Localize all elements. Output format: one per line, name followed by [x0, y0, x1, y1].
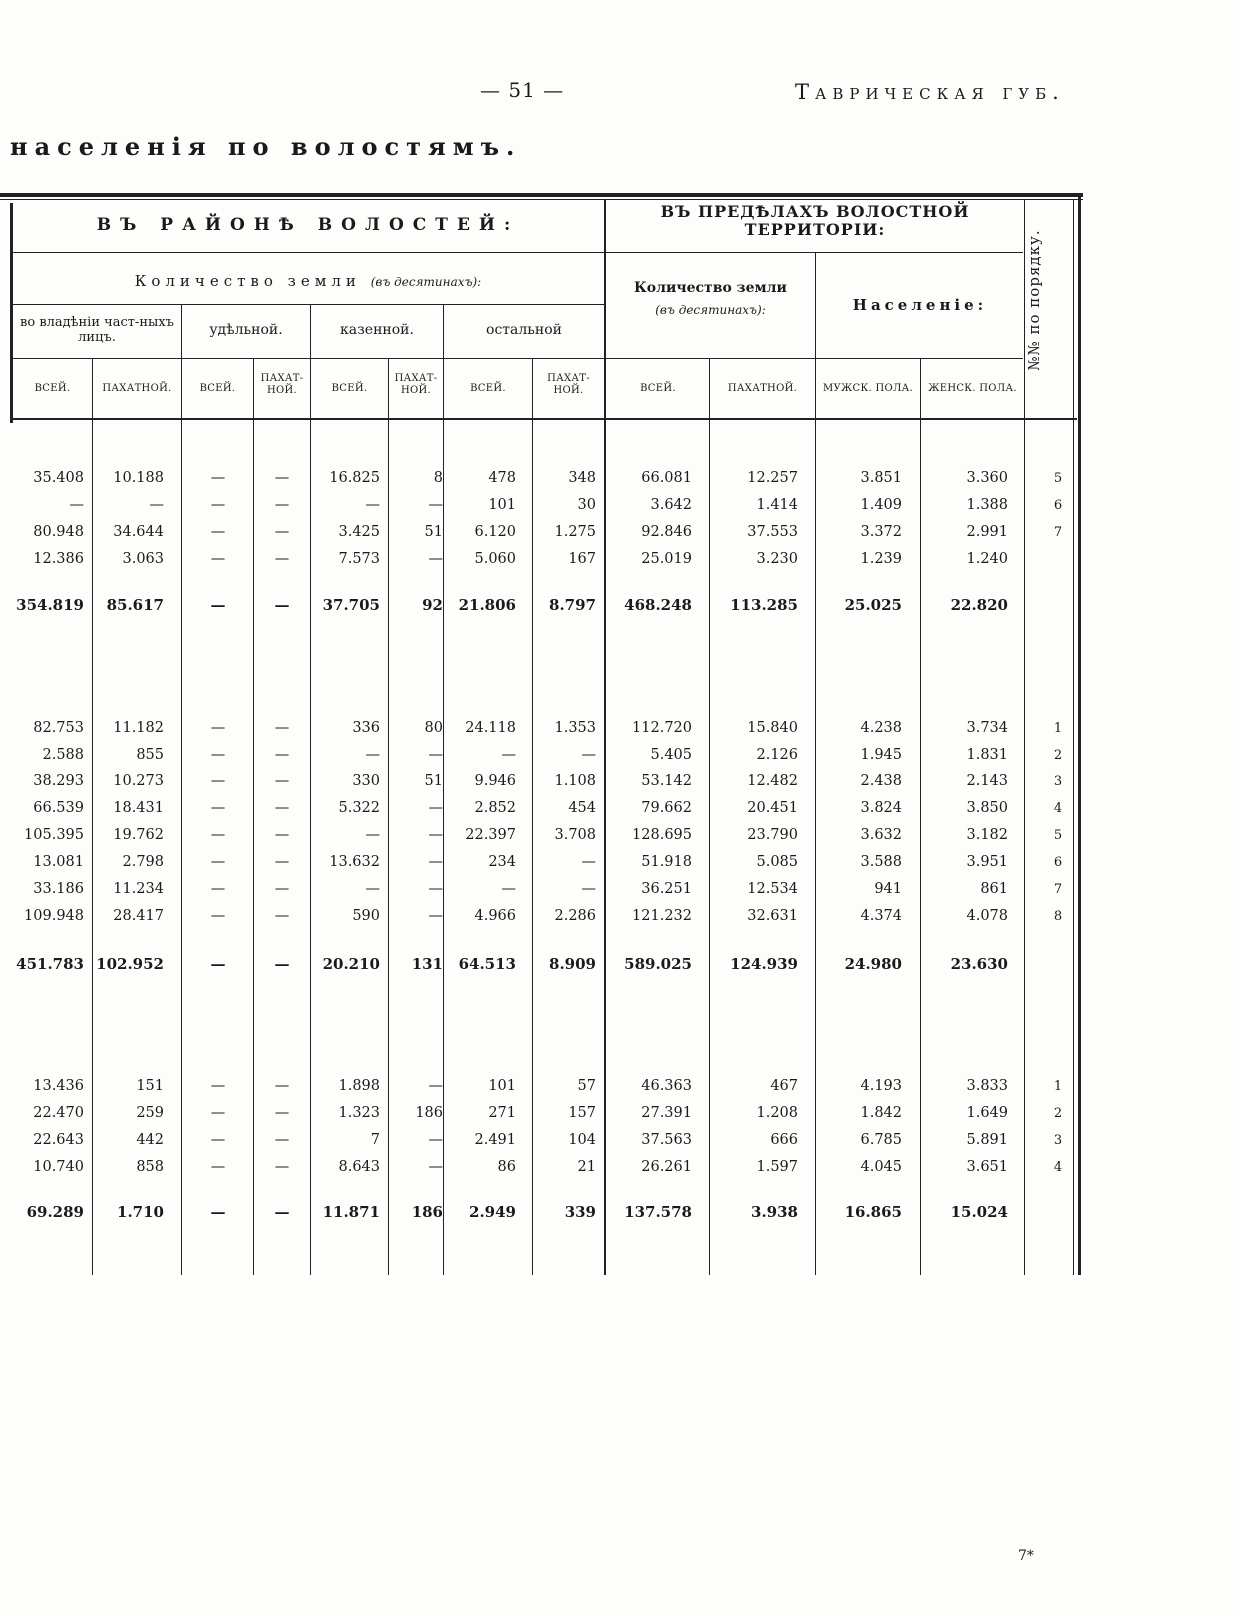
table-cell: — — [274, 1132, 290, 1148]
table-cell: 51.918 — [641, 854, 692, 870]
table-cell: 5.085 — [756, 854, 798, 870]
table-cell: — — [501, 881, 516, 897]
table-cell: 104 — [568, 1132, 596, 1148]
table-cell: — — [210, 1203, 226, 1221]
table-cell: 51 — [424, 773, 443, 789]
table-cell: 18.431 — [113, 800, 164, 816]
table-cell: 16.865 — [844, 1203, 902, 1221]
table-cell: — — [210, 1105, 226, 1121]
header-chastnykh: во владѣніи част-ныхъ лицъ. — [20, 315, 174, 345]
header-ostalnoi: остальной — [486, 322, 562, 338]
table-cell: 85.617 — [106, 596, 164, 614]
header-kolichestvo2-label: Количество земли — [634, 280, 787, 296]
table-cell: 16.825 — [329, 470, 380, 486]
table-cell: — — [501, 747, 516, 763]
table-cell: — — [365, 497, 380, 513]
table-cell: — — [210, 551, 226, 567]
table-cell: — — [274, 747, 290, 763]
table-cell: — — [274, 1105, 290, 1121]
table-cell: 3.425 — [338, 524, 380, 540]
table-cell: 339 — [564, 1203, 596, 1221]
table-cell: 234 — [488, 854, 516, 870]
table-cell: 35.408 — [33, 470, 84, 486]
table-cell: 157 — [568, 1105, 596, 1121]
table-cell: 1.898 — [338, 1078, 380, 1094]
table-cell: 589.025 — [624, 955, 692, 973]
table-cell: — — [210, 955, 226, 973]
table-cell: — — [274, 551, 290, 567]
table-cell: 2.438 — [860, 773, 902, 789]
table-cell: — — [428, 1132, 443, 1148]
table-cell: 1.239 — [860, 551, 902, 567]
table-cell: 3.824 — [860, 800, 902, 816]
table-cell: 4.193 — [860, 1078, 902, 1094]
table-cell: 3.182 — [966, 827, 1008, 843]
table-cell: 7 — [370, 1132, 380, 1148]
table-cell: 3.642 — [650, 497, 692, 513]
table-cell: 121.232 — [632, 908, 692, 924]
table-cell: 13.632 — [329, 854, 380, 870]
table-cell: 4.374 — [860, 908, 902, 924]
table-cell: — — [210, 1159, 226, 1175]
table-cell: — — [274, 955, 290, 973]
table-cell: 4.966 — [474, 908, 516, 924]
table-cell: 1.409 — [860, 497, 902, 513]
table-cell: 5.322 — [338, 800, 380, 816]
table-cell: 1.388 — [966, 497, 1008, 513]
table-cell: — — [274, 720, 290, 736]
col-vsei-3: ВСЕЙ. — [331, 383, 368, 394]
table-cell: 5.891 — [966, 1132, 1008, 1148]
col-pakhat-4: ПАХАТ-НОЙ. — [547, 373, 590, 396]
running-head: Таврическая губ. — [795, 80, 1065, 104]
table-cell: 19.762 — [113, 827, 164, 843]
table-cell: 64.513 — [458, 955, 516, 973]
table-cell: 101 — [488, 497, 516, 513]
table-cell: 8 — [433, 470, 443, 486]
table-cell: 1.108 — [554, 773, 596, 789]
table-cell: 105.395 — [24, 827, 84, 843]
table-cell: 3.851 — [860, 470, 902, 486]
table-cell: — — [428, 1078, 443, 1094]
table-cell: 34.644 — [113, 524, 164, 540]
table-cell: 131 — [411, 955, 443, 973]
row-number: 2 — [1053, 1106, 1063, 1121]
table-cell: — — [274, 596, 290, 614]
col-pakhat-3: ПАХАТ-НОЙ. — [394, 373, 438, 396]
table-cell: 10.188 — [113, 470, 164, 486]
table-cell: 66.539 — [33, 800, 84, 816]
table-cell: — — [428, 854, 443, 870]
table-cell: 354.819 — [16, 596, 84, 614]
table-cell: — — [428, 497, 443, 513]
table-cell: 1.353 — [554, 720, 596, 736]
header-kazennoi: казенной. — [340, 322, 414, 338]
col-pakhat-2: ПАХАТ-НОЙ. — [260, 373, 304, 396]
table-cell: 1.208 — [756, 1105, 798, 1121]
table-cell: 3.708 — [554, 827, 596, 843]
table-cell: 20.210 — [322, 955, 380, 973]
table-cell: 2.949 — [469, 1203, 516, 1221]
table-cell: 5.405 — [650, 747, 692, 763]
table-cell: 46.363 — [641, 1078, 692, 1094]
table-cell: 1.275 — [554, 524, 596, 540]
col-vsei-4: ВСЕЙ. — [470, 383, 506, 394]
table-cell: 32.631 — [747, 908, 798, 924]
row-number: 3 — [1053, 1133, 1063, 1148]
table-cell: 4.238 — [860, 720, 902, 736]
table-cell: 3.833 — [966, 1078, 1008, 1094]
table-cell: 442 — [136, 1132, 164, 1148]
table-cell: 15.840 — [747, 720, 798, 736]
table-cell: 3.063 — [122, 551, 164, 567]
table-cell: 37.553 — [747, 524, 798, 540]
table-cell: — — [581, 747, 596, 763]
table-cell: — — [428, 551, 443, 567]
col-vsei-2: ВСЕЙ. — [199, 383, 236, 394]
table-cell: — — [210, 800, 226, 816]
table-cell: 22.820 — [950, 596, 1008, 614]
row-number: 2 — [1053, 748, 1063, 763]
row-number: 5 — [1053, 828, 1063, 843]
table-cell: — — [274, 827, 290, 843]
table-cell: 11.182 — [113, 720, 164, 736]
table-cell: 53.142 — [641, 773, 692, 789]
table-cell: 1.649 — [966, 1105, 1008, 1121]
table-cell: — — [365, 827, 380, 843]
table-cell: 124.939 — [730, 955, 798, 973]
table-cell: 3.938 — [751, 1203, 798, 1221]
table-cell: 112.720 — [632, 720, 692, 736]
table-cell: — — [210, 596, 226, 614]
table-cell: 1.240 — [966, 551, 1008, 567]
table-cell: 9.946 — [474, 773, 516, 789]
table-cell: 38.293 — [33, 773, 84, 789]
table-cell: 3.850 — [966, 800, 1008, 816]
table-cell: 1.710 — [117, 1203, 164, 1221]
table-cell: 2.491 — [474, 1132, 516, 1148]
table-cell: 128.695 — [632, 827, 692, 843]
table-cell: 2.588 — [42, 747, 84, 763]
table-cell: 92.846 — [641, 524, 692, 540]
col-pakhatnoi-1: ПАХАТНОЙ. — [102, 383, 172, 394]
table-cell: — — [210, 497, 226, 513]
table-cell: — — [274, 1159, 290, 1175]
table-cell: 69.289 — [26, 1203, 84, 1221]
table-cell: — — [149, 497, 164, 513]
table-cell: 186 — [415, 1105, 443, 1121]
table-cell: 80 — [424, 720, 443, 736]
col-muzh: МУЖСК. ПОЛА. — [822, 383, 914, 394]
table-cell: — — [210, 881, 226, 897]
table-cell: 137.578 — [624, 1203, 692, 1221]
table-cell: 11.871 — [322, 1203, 380, 1221]
table-cell: 79.662 — [641, 800, 692, 816]
table-cell: 27.391 — [641, 1105, 692, 1121]
table-cell: — — [365, 747, 380, 763]
table-cell: 24.118 — [465, 720, 516, 736]
table-cell: — — [210, 773, 226, 789]
header-rayon: ВЪ РАЙОНѢ ВОЛОСТЕЙ: — [96, 215, 520, 235]
row-number: 1 — [1053, 1079, 1063, 1094]
table-cell: 348 — [568, 470, 596, 486]
table-cell: 26.261 — [641, 1159, 692, 1175]
table-cell: 1.323 — [338, 1105, 380, 1121]
table-cell: 454 — [568, 800, 596, 816]
table-cell: 51 — [424, 524, 443, 540]
table-cell: — — [210, 908, 226, 924]
page-title: населенія по волостямъ. — [10, 132, 522, 161]
table-cell: 13.081 — [33, 854, 84, 870]
table-cell: 113.285 — [730, 596, 798, 614]
table-cell: 22.397 — [465, 827, 516, 843]
table-cell: — — [210, 747, 226, 763]
header-kolichestvo-unit: (въ десятинахъ): — [370, 275, 482, 289]
row-number: 1 — [1053, 721, 1063, 736]
table-cell: — — [274, 881, 290, 897]
col-vsei-5: ВСЕЙ. — [640, 383, 676, 394]
table-cell: 12.482 — [747, 773, 798, 789]
table-cell: — — [274, 1203, 290, 1221]
row-number: 4 — [1053, 1160, 1063, 1175]
table-cell: — — [581, 854, 596, 870]
table-cell: — — [428, 800, 443, 816]
table-cell: 23.630 — [950, 955, 1008, 973]
header-kolichestvo2-unit: (въ десятинахъ): — [655, 303, 766, 318]
row-number: 7 — [1053, 882, 1063, 897]
table-cell: 21 — [577, 1159, 596, 1175]
table-cell: 2.798 — [122, 854, 164, 870]
table-cell: 82.753 — [33, 720, 84, 736]
table-cell: 6.120 — [474, 524, 516, 540]
table-cell: 3.951 — [966, 854, 1008, 870]
header-udelnoi: удѣльной. — [209, 322, 283, 338]
table-cell: 8.909 — [549, 955, 596, 973]
table-cell: — — [581, 881, 596, 897]
table-cell: 2.143 — [966, 773, 1008, 789]
table-cell: 186 — [411, 1203, 443, 1221]
table-cell: 3.588 — [860, 854, 902, 870]
page-number: — 51 — — [480, 78, 565, 102]
header-rowno: №№ по порядку. — [1025, 229, 1043, 371]
table-cell: 5.060 — [474, 551, 516, 567]
table-cell: — — [274, 470, 290, 486]
table-cell: — — [69, 497, 84, 513]
table-cell: 3.651 — [966, 1159, 1008, 1175]
table-cell: 37.563 — [641, 1132, 692, 1148]
table-cell: 20.451 — [747, 800, 798, 816]
table-cell: — — [428, 908, 443, 924]
table-cell: 468.248 — [624, 596, 692, 614]
table-cell: 66.081 — [641, 470, 692, 486]
table-cell: 25.019 — [641, 551, 692, 567]
table-cell: 467 — [770, 1078, 798, 1094]
table-cell: 92 — [422, 596, 443, 614]
table-cell: 24.980 — [844, 955, 902, 973]
table-cell: 1.842 — [860, 1105, 902, 1121]
table-cell: — — [274, 908, 290, 924]
table-cell: — — [210, 827, 226, 843]
table-cell: — — [274, 773, 290, 789]
table-cell: — — [274, 1078, 290, 1094]
table-cell: — — [428, 1159, 443, 1175]
table-cell: — — [210, 1078, 226, 1094]
table-cell: 101 — [488, 1078, 516, 1094]
table-cell: — — [428, 827, 443, 843]
table-cell: 855 — [136, 747, 164, 763]
col-pakhatnoi-5: ПАХАТНОЙ. — [727, 383, 798, 394]
table-cell: 4.078 — [966, 908, 1008, 924]
table-cell: 858 — [136, 1159, 164, 1175]
table-cell: 336 — [352, 720, 380, 736]
table-cell: — — [274, 800, 290, 816]
table-cell: 28.417 — [113, 908, 164, 924]
row-number: 3 — [1053, 774, 1063, 789]
table-cell: 478 — [488, 470, 516, 486]
row-number: 6 — [1053, 855, 1063, 870]
table-cell: 57 — [577, 1078, 596, 1094]
table-cell: 102.952 — [96, 955, 164, 973]
col-zhen: ЖЕНСК. ПОЛА. — [928, 383, 1017, 394]
col-vsei-1: ВСЕЙ. — [34, 383, 71, 394]
table-cell: 10.740 — [33, 1159, 84, 1175]
table-cell: 151 — [136, 1078, 164, 1094]
table-cell: 3.734 — [966, 720, 1008, 736]
table-cell: — — [210, 524, 226, 540]
table-cell: 590 — [352, 908, 380, 924]
table-cell: 7.573 — [338, 551, 380, 567]
table-cell: — — [428, 747, 443, 763]
table-cell: 25.025 — [844, 596, 902, 614]
table-cell: 12.257 — [747, 470, 798, 486]
table-cell: 2.126 — [756, 747, 798, 763]
table-cell: 8.797 — [549, 596, 596, 614]
row-number: 8 — [1053, 909, 1063, 924]
table-cell: 2.286 — [554, 908, 596, 924]
table-cell: 3.372 — [860, 524, 902, 540]
table-cell: 330 — [352, 773, 380, 789]
footer-mark: 7* — [1018, 1548, 1034, 1564]
table-cell: 941 — [874, 881, 902, 897]
table-cell: 13.436 — [33, 1078, 84, 1094]
table-cell: — — [274, 524, 290, 540]
table-cell: 21.806 — [458, 596, 516, 614]
table-cell: 22.470 — [33, 1105, 84, 1121]
table-cell: 2.852 — [474, 800, 516, 816]
table-cell: 30 — [577, 497, 596, 513]
table-cell: 3.360 — [966, 470, 1008, 486]
table-cell: 23.790 — [747, 827, 798, 843]
header-kolichestvo-label: Количество земли — [134, 272, 361, 290]
table-cell: 1.414 — [756, 497, 798, 513]
table-cell: — — [210, 854, 226, 870]
table-cell: — — [274, 497, 290, 513]
table-cell: 12.534 — [747, 881, 798, 897]
table-cell: 12.386 — [33, 551, 84, 567]
table-cell: — — [210, 1132, 226, 1148]
table-cell: 37.705 — [322, 596, 380, 614]
table-cell: 22.643 — [33, 1132, 84, 1148]
table-cell: 15.024 — [950, 1203, 1008, 1221]
table-cell: 861 — [980, 881, 1008, 897]
table-cell: 6.785 — [860, 1132, 902, 1148]
table-cell: 36.251 — [641, 881, 692, 897]
table-cell: 80.948 — [33, 524, 84, 540]
table-cell: 1.831 — [966, 747, 1008, 763]
table-cell: — — [210, 720, 226, 736]
row-number: 4 — [1053, 801, 1063, 816]
table-cell: 1.945 — [860, 747, 902, 763]
table-cell: — — [274, 854, 290, 870]
table-cell: 1.597 — [756, 1159, 798, 1175]
row-number: 7 — [1053, 525, 1063, 540]
row-number: 6 — [1053, 498, 1063, 513]
row-number: 5 — [1053, 471, 1063, 486]
table-cell: 11.234 — [113, 881, 164, 897]
header-predelakh: ВЪ ПРЕДѢЛАХЪ ВОЛОСТНОЙ ТЕРРИТОРІИ: — [660, 202, 970, 240]
table-cell: 4.045 — [860, 1159, 902, 1175]
table-cell: — — [428, 881, 443, 897]
table-cell: 451.783 — [16, 955, 84, 973]
table-cell: — — [365, 881, 380, 897]
table-cell: 2.991 — [966, 524, 1008, 540]
table-cell: 666 — [770, 1132, 798, 1148]
table-cell: 259 — [136, 1105, 164, 1121]
table-cell: 8.643 — [338, 1159, 380, 1175]
table-cell: 33.186 — [33, 881, 84, 897]
table-cell: — — [210, 470, 226, 486]
table-cell: 167 — [568, 551, 596, 567]
table-cell: 3.230 — [756, 551, 798, 567]
table-cell: 10.273 — [113, 773, 164, 789]
header-naselenie: Населеніе: — [852, 296, 988, 314]
table-cell: 109.948 — [24, 908, 84, 924]
table-cell: 3.632 — [860, 827, 902, 843]
table-cell: 271 — [488, 1105, 516, 1121]
table-cell: 86 — [497, 1159, 516, 1175]
